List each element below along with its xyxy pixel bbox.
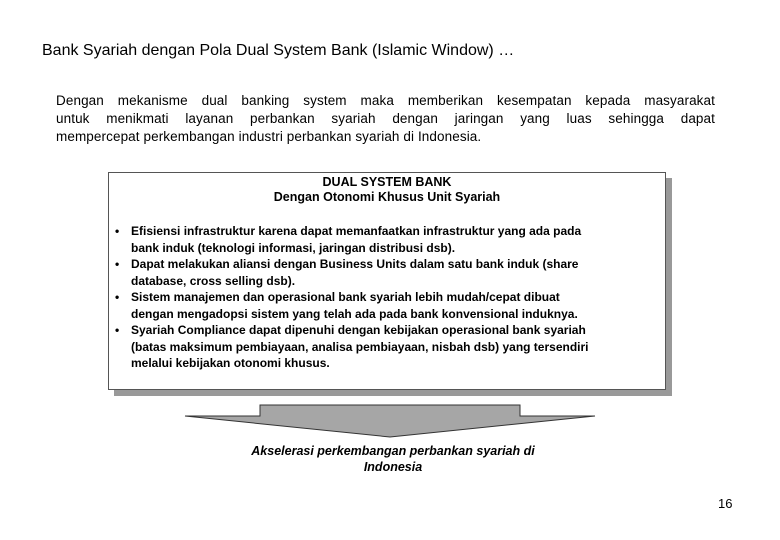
result-line: Akselerasi perkembangan perbankan syariah di (251, 444, 535, 458)
down-arrow-icon (180, 404, 600, 438)
list-item-line: Sistem manajemen dan operasional bank syariah lebih mudah/cepat dibuat (131, 290, 560, 304)
intro-line: mempercepat perkembangan industri perbankan syariah di Indonesia. (56, 129, 482, 144)
list-item-line: database, cross selling dsb). (131, 273, 296, 288)
list-item-line: Efisiensi infrastruktur karena dapat memanfaatkan infrastruktur yang ada pada (131, 224, 582, 238)
list-item-line: Syariah Compliance dapat dipenuhi dengan kebijakan operasional bank syariah (131, 323, 586, 337)
list-item-line: melalui kebijakan otonomi khusus. (131, 356, 330, 370)
result-line: Indonesia (363, 460, 423, 474)
intro-line: untuk menikmati layanan perbankan syariah dengan jaringan yang luas sehingga dapat (56, 111, 715, 126)
box-heading-title: DUAL SYSTEM BANK (322, 175, 452, 189)
result-text (190, 443, 596, 475)
intro-paragraph (56, 92, 715, 146)
list-item-line: bank induk (teknologi informasi, jaringan distribusi dsb). (131, 240, 456, 255)
dual-system-box (108, 172, 666, 390)
list-item (113, 223, 665, 256)
list-item (113, 289, 665, 322)
bullet: • (115, 224, 120, 238)
list-item-line: (batas maksimum pembiayaan, analisa pembiayaan, nisbah dsb) yang tersendiri (131, 339, 589, 354)
intro-line: Dengan mekanisme dual banking system maka memberikan kesempatan kepada masyarakat (56, 93, 715, 108)
bullet: • (115, 290, 120, 304)
box-heading-subtitle: Dengan Otonomi Khusus Unit Syariah (273, 190, 501, 204)
benefit-list (113, 223, 665, 372)
bullet: • (115, 257, 120, 271)
list-item-line: Dapat melakukan aliansi dengan Business Units dalam satu bank induk (share (131, 257, 579, 271)
bullet: • (115, 323, 120, 337)
box-heading (109, 175, 665, 205)
list-item (113, 322, 665, 372)
slide-title: Bank Syariah dengan Pola Dual System Bank (Islamic Window) … (42, 42, 515, 59)
list-item-line: dengan mengadopsi sistem yang telah ada pada bank konvensional induknya. (131, 306, 578, 321)
page-number: 16 (718, 496, 733, 511)
list-item (113, 256, 665, 289)
